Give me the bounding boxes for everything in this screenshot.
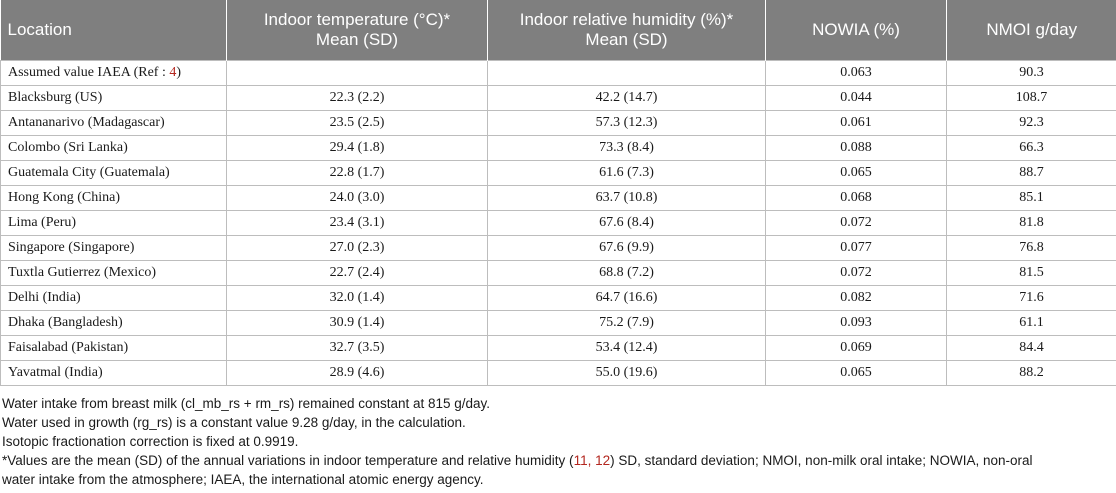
- cell-temperature: 29.4 (1.8): [227, 136, 488, 161]
- table-row: [1, 86, 1116, 111]
- cell-humidity: 64.7 (16.6): [488, 286, 766, 311]
- cell-location: Blacksburg (US): [1, 86, 227, 111]
- cell-humidity: 67.6 (9.9): [488, 236, 766, 261]
- cell-location: Yavatmal (India): [1, 361, 227, 386]
- cell-temperature: 32.0 (1.4): [227, 286, 488, 311]
- cell-temperature: 32.7 (3.5): [227, 336, 488, 361]
- cell-nowia: 0.044: [766, 86, 947, 111]
- cell-nowia: 0.077: [766, 236, 947, 261]
- cell-nmoi: 108.7: [947, 86, 1116, 111]
- cell-temperature: 27.0 (2.3): [227, 236, 488, 261]
- cell-temperature: 22.7 (2.4): [227, 261, 488, 286]
- table-row: [1, 111, 1116, 136]
- cell-location: Hong Kong (China): [1, 186, 227, 211]
- table-row: [1, 311, 1116, 336]
- table-row-assumed: [1, 61, 1116, 86]
- cell-temperature: [227, 61, 488, 86]
- table-footnotes: [0, 394, 1112, 489]
- header-indoor-humidity: Indoor relative humidity (%)* Mean (SD): [488, 0, 766, 61]
- cell-location: Delhi (India): [1, 286, 227, 311]
- header-nmoi: NMOI g/day: [947, 0, 1116, 61]
- cell-location: Guatemala City (Guatemala): [1, 161, 227, 186]
- header-nowia: NOWIA (%): [766, 0, 947, 61]
- cell-nmoi: 71.6: [947, 286, 1116, 311]
- cell-humidity: 55.0 (19.6): [488, 361, 766, 386]
- cell-temperature: 23.4 (3.1): [227, 211, 488, 236]
- header-indoor-temperature: Indoor temperature (°C)* Mean (SD): [227, 0, 488, 61]
- cell-location: Dhaka (Bangladesh): [1, 311, 227, 336]
- cell-temperature: 22.3 (2.2): [227, 86, 488, 111]
- cell-location: Singapore (Singapore): [1, 236, 227, 261]
- cell-humidity: [488, 61, 766, 86]
- reference-link-11-12[interactable]: 11, 12: [573, 453, 611, 468]
- cell-nmoi: 85.1: [947, 186, 1116, 211]
- cell-nmoi: 84.4: [947, 336, 1116, 361]
- cell-nowia: 0.069: [766, 336, 947, 361]
- cell-temperature: 30.9 (1.4): [227, 311, 488, 336]
- cell-location: Colombo (Sri Lanka): [1, 136, 227, 161]
- footnote-growth: Water used in growth (rg_rs) is a constant value 9.28 g/day, in the calculation.: [2, 415, 466, 430]
- cell-nowia: 0.072: [766, 261, 947, 286]
- footnote-fractionation: Isotopic fractionation correction is fixed at 0.9919.: [2, 434, 299, 449]
- cell-humidity: 53.4 (12.4): [488, 336, 766, 361]
- header-location: Location: [1, 0, 227, 61]
- cell-location: Antananarivo (Madagascar): [1, 111, 227, 136]
- cell-nowia: 0.061: [766, 111, 947, 136]
- table-row: [1, 261, 1116, 286]
- cell-nmoi: 88.7: [947, 161, 1116, 186]
- table-row: [1, 286, 1116, 311]
- cell-nmoi: 81.5: [947, 261, 1116, 286]
- cell-humidity: 63.7 (10.8): [488, 186, 766, 211]
- footnote-values: *Values are the mean (SD) of the annual variations in indoor temperature and relative humidity (11, 12) SD, standard deviation; NMOI, non-milk oral intake; NOWIA, non-oral: [2, 453, 1033, 468]
- cell-nowia: 0.072: [766, 211, 947, 236]
- cell-location: Faisalabad (Pakistan): [1, 336, 227, 361]
- header-row: [1, 0, 1116, 61]
- cell-nmoi: 81.8: [947, 211, 1116, 236]
- table-body: [1, 61, 1116, 386]
- table-row: [1, 161, 1116, 186]
- table-row: [1, 186, 1116, 211]
- cell-nowia: 0.063: [766, 61, 947, 86]
- footnote-abbreviations: water intake from the atmosphere; IAEA, the international atomic energy agency.: [2, 472, 484, 487]
- footnote-breast-milk: Water intake from breast milk (cl_mb_rs + rm_rs) remained constant at 815 g/day.: [2, 396, 491, 411]
- cell-humidity: 61.6 (7.3): [488, 161, 766, 186]
- cell-temperature: 23.5 (2.5): [227, 111, 488, 136]
- cell-nowia: 0.065: [766, 161, 947, 186]
- cell-temperature: 22.8 (1.7): [227, 161, 488, 186]
- cell-nmoi: 66.3: [947, 136, 1116, 161]
- cell-temperature: 24.0 (3.0): [227, 186, 488, 211]
- table-row: [1, 336, 1116, 361]
- cell-nmoi: 76.8: [947, 236, 1116, 261]
- table-row: [1, 361, 1116, 386]
- cell-humidity: 42.2 (14.7): [488, 86, 766, 111]
- cell-nowia: 0.065: [766, 361, 947, 386]
- cell-location: Tuxtla Gutierrez (Mexico): [1, 261, 227, 286]
- cell-humidity: 75.2 (7.9): [488, 311, 766, 336]
- reference-link-4[interactable]: 4: [169, 65, 177, 80]
- cell-nowia: 0.088: [766, 136, 947, 161]
- cell-temperature: 28.9 (4.6): [227, 361, 488, 386]
- table-header: [1, 0, 1116, 61]
- cell-humidity: 67.6 (8.4): [488, 211, 766, 236]
- cell-nmoi: 92.3: [947, 111, 1116, 136]
- cell-nowia: 0.093: [766, 311, 947, 336]
- cell-location: Lima (Peru): [1, 211, 227, 236]
- cell-nmoi: 90.3: [947, 61, 1116, 86]
- cell-nowia: 0.068: [766, 186, 947, 211]
- cell-location: Assumed value IAEA (Ref : 4): [1, 61, 227, 86]
- cell-humidity: 73.3 (8.4): [488, 136, 766, 161]
- cell-nowia: 0.082: [766, 286, 947, 311]
- cell-humidity: 57.3 (12.3): [488, 111, 766, 136]
- cell-nmoi: 61.1: [947, 311, 1116, 336]
- table-row: [1, 136, 1116, 161]
- table-row: [1, 236, 1116, 261]
- cell-nmoi: 88.2: [947, 361, 1116, 386]
- cell-humidity: 68.8 (7.2): [488, 261, 766, 286]
- table-row: [1, 211, 1116, 236]
